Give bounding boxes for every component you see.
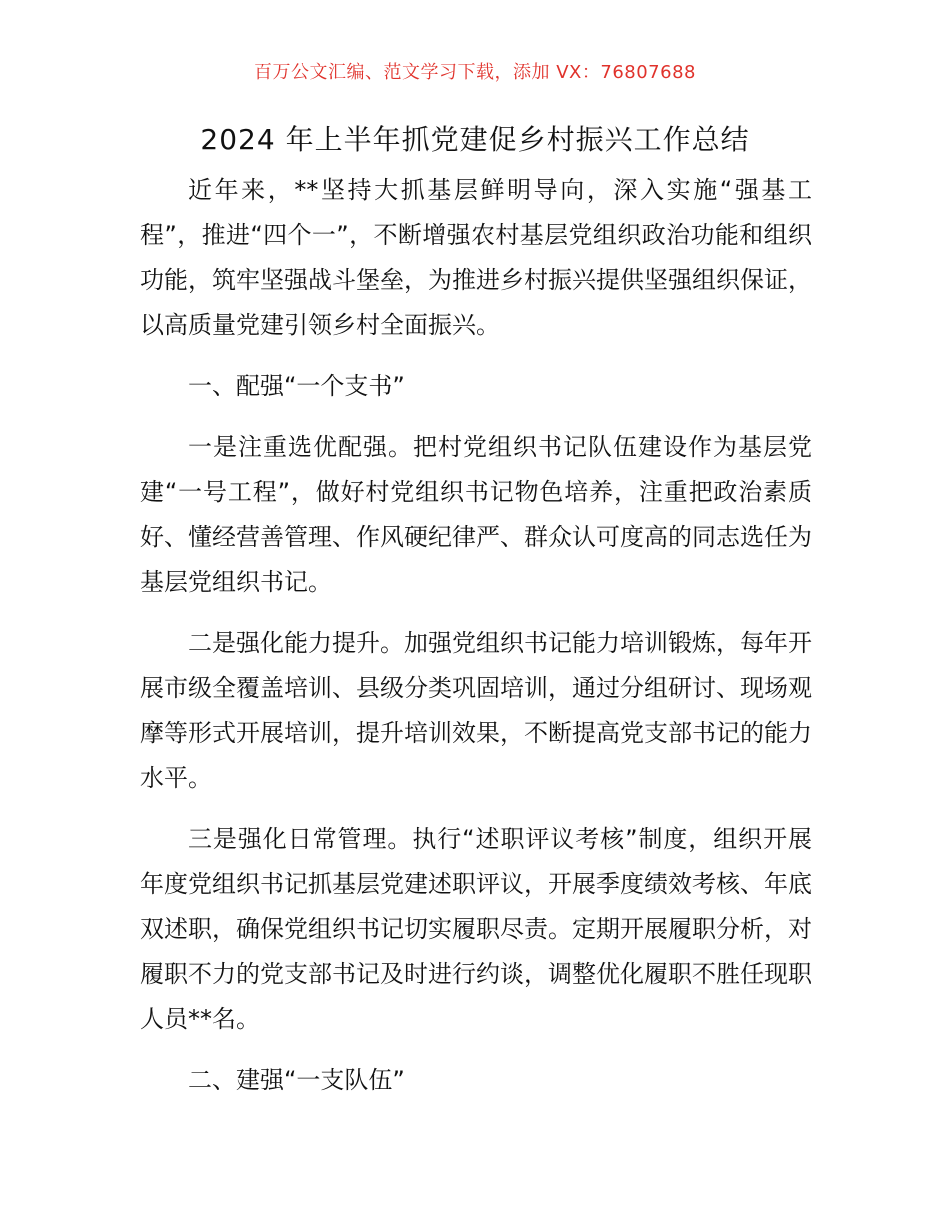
section-heading-2: 二、建强“一支队伍” (188, 1066, 405, 1094)
section-heading-1: 一、配强“一个支书” (188, 372, 405, 400)
watermark-banner: 百万公文汇编、范文学习下载，添加 VX：76807688 (254, 62, 696, 83)
body-paragraph: 三是强化日常管理。执行“述职评议考核”制度，组织开展年度党组织书记抓基层党建述职评议，开展季度绩效考核、年底双述职，确保党组织书记切实履职尽责。定期开展履职分析，对履职不力的党支部书记及时进行约谈，调整优化履职不胜任现职人员**名。 (140, 825, 812, 1033)
document-title: 2024 年上半年抓党建促乡村振兴工作总结 (200, 123, 750, 156)
body-paragraph: 一是注重选优配强。把村党组织书记队伍建设作为基层党建“一号工程”，做好村党组织书记物色培养，注重把政治素质好、懂经营善管理、作风硬纪律严、群众认可度高的同志选任为基层党组织书记。 (140, 433, 812, 596)
body-paragraph: 二是强化能力提升。加强党组织书记能力培训锻炼，每年开展市级全覆盖培训、县级分类巩固培训，通过分组研讨、现场观摩等形式开展培训，提升培训效果，不断提高党支部书记的能力水平。 (140, 629, 812, 792)
document-body (140, 168, 812, 1119)
intro-paragraph: 近年来，**坚持大抓基层鲜明导向，深入实施“强基工程”，推进“四个一”，不断增强农村基层党组织政治功能和组织功能，筑牢坚强战斗堡垒，为推进乡村振兴提供坚强组织保证，以高质量党建引领乡村全面振兴。 (140, 176, 812, 339)
